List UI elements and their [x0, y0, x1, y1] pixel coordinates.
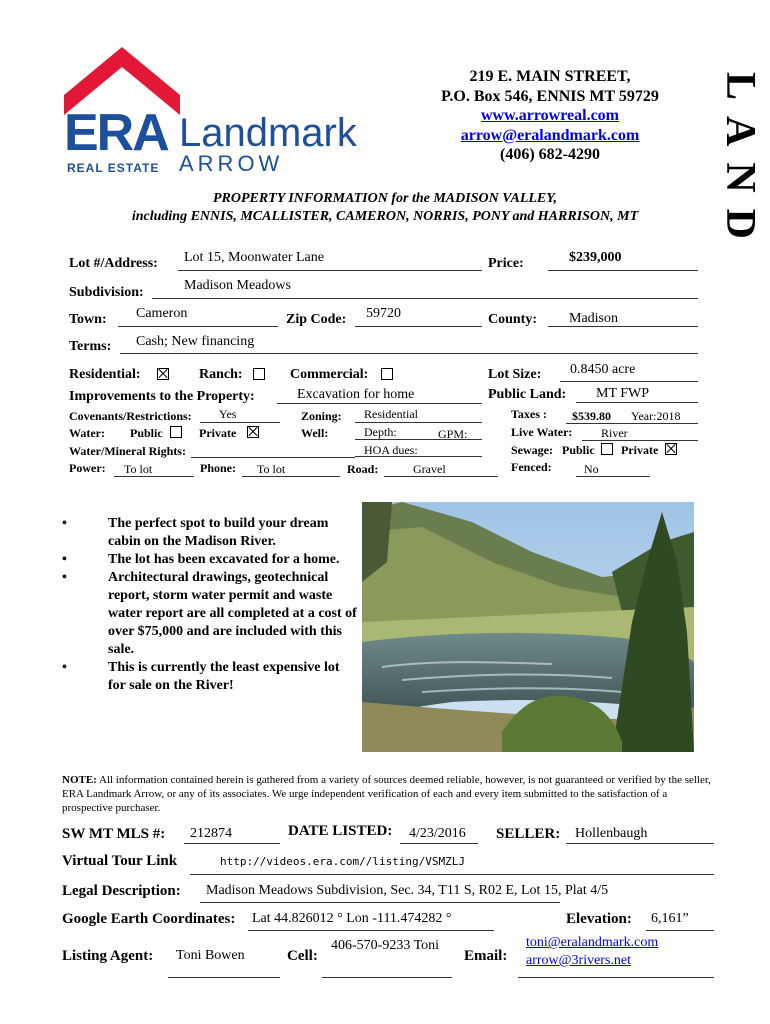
- property-info-heading: [40, 190, 730, 226]
- date-listed-label: DATE LISTED:: [288, 823, 393, 839]
- improvements-label: Improvements to the Property:: [69, 389, 255, 404]
- road-value: Gravel: [413, 462, 446, 476]
- email-label: Email:: [464, 948, 508, 964]
- feature-bullet: • The lot has been excavated for a home.: [62, 551, 357, 569]
- office-email-link[interactable]: arrow@eralandmark.com: [460, 126, 640, 144]
- note-label: NOTE:: [62, 774, 97, 786]
- madison-river-photo: [362, 502, 694, 752]
- fenced-value: No: [584, 462, 599, 476]
- zoning-label: Zoning:: [301, 409, 342, 423]
- mls-value: 212874: [190, 826, 232, 841]
- well-label: Well:: [301, 426, 329, 440]
- town-label: Town:: [69, 312, 107, 327]
- water-private-checkbox[interactable]: [247, 426, 259, 438]
- subdivision-value: Madison Meadows: [184, 278, 291, 293]
- terms-label: Terms:: [69, 339, 112, 354]
- water-public-checkbox[interactable]: [170, 426, 182, 438]
- zoning-value: Residential: [364, 407, 418, 421]
- publicland-label: Public Land:: [488, 387, 567, 402]
- office-pobox: P.O. Box 546, ENNIS MT 59729: [441, 87, 659, 105]
- fenced-label: Fenced:: [511, 460, 552, 474]
- sewage-private-label: Private: [621, 443, 659, 457]
- office-info: [420, 67, 680, 165]
- water-private-label: Private: [199, 426, 237, 440]
- coordinates-label: Google Earth Coordinates:: [62, 911, 236, 927]
- listing-agent-label: Listing Agent:: [62, 948, 154, 964]
- taxes-label: Taxes :: [511, 407, 547, 421]
- taxes-value: $539.80: [572, 409, 611, 423]
- subdivision-label: Subdivision:: [69, 285, 144, 300]
- livewater-label: Live Water:: [511, 425, 573, 439]
- power-value: To lot: [124, 462, 153, 476]
- gpm-label: GPM:: [438, 427, 468, 441]
- cell-value: 406-570-9233 Toni: [331, 938, 440, 953]
- feature-bullets: [62, 515, 357, 695]
- virtual-tour-link[interactable]: http://videos.era.com//listing/VSMZLJ: [220, 855, 466, 868]
- tax-year-value: Year:2018: [631, 409, 681, 423]
- water-public-label: Public: [130, 426, 163, 440]
- office-phone: (406) 682-4290: [500, 146, 600, 163]
- side-label-land: LAND: [717, 72, 763, 256]
- mls-label: SW MT MLS #:: [62, 826, 166, 842]
- water-label: Water:: [69, 426, 105, 440]
- lot-value: Lot 15, Moonwater Lane: [184, 250, 324, 265]
- price-label: Price:: [488, 256, 524, 271]
- ranch-label: Ranch:: [199, 367, 243, 382]
- improvements-value: Excavation for home: [297, 387, 415, 402]
- virtual-tour-label: Virtual Tour Link: [62, 853, 178, 869]
- residential-checkbox[interactable]: [157, 368, 169, 380]
- mineral-label: Water/Mineral Rights:: [69, 444, 186, 458]
- arrow-wordmark: ARROW: [179, 151, 284, 176]
- heading-line-1: PROPERTY INFORMATION for the MADISON VALLEY,: [212, 191, 558, 206]
- legal-description-value: Madison Meadows Subdivision, Sec. 34, T11 S, R02 E, Lot 15, Plat 4/5: [206, 883, 609, 898]
- elevation-label: Elevation:: [566, 911, 632, 927]
- publicland-value: MT FWP: [596, 386, 650, 401]
- road-label: Road:: [347, 462, 379, 476]
- lotsize-value: 0.8450 acre: [570, 362, 636, 377]
- office-website-link[interactable]: www.arrowreal.com: [480, 107, 620, 124]
- coordinates-value: Lat 44.826012 ° Lon -111.474282 °: [252, 911, 452, 926]
- disclaimer-note: [62, 773, 712, 815]
- county-label: County:: [488, 312, 538, 327]
- zip-value: 59720: [366, 306, 401, 321]
- elevation-value: 6,161”: [651, 911, 689, 926]
- lot-label: Lot #/Address:: [69, 256, 158, 271]
- feature-bullet: • Architectural drawings, geotechnical report, storm water permit and waste water report are all completed at a cost of over $75,000 and are included with this sale.: [62, 569, 357, 659]
- listing-agent-value: Toni Bowen: [176, 948, 245, 963]
- feature-bullet: • The perfect spot to build your dream cabin on the Madison River.: [62, 515, 357, 551]
- livewater-value: River: [601, 426, 628, 440]
- era-logo: [62, 45, 392, 180]
- power-label: Power:: [69, 461, 106, 475]
- legal-description-label: Legal Description:: [62, 883, 181, 899]
- sewage-private-checkbox[interactable]: [665, 443, 677, 455]
- feature-bullet: • This is currently the least expensive lot for sale on the River!: [62, 659, 357, 695]
- seller-label: SELLER:: [496, 826, 561, 842]
- zip-label: Zip Code:: [286, 312, 347, 327]
- cell-label: Cell:: [287, 948, 318, 964]
- commercial-checkbox[interactable]: [381, 368, 393, 380]
- heading-line-2: including ENNIS, MCALLISTER, CAMERON, NORRIS, PONY and HARRISON, MT: [131, 209, 639, 224]
- agent-email-link-2[interactable]: arrow@3rivers.net: [526, 953, 632, 968]
- sewage-public-checkbox[interactable]: [601, 443, 613, 455]
- sewage-label: Sewage:: [511, 443, 553, 457]
- sewage-public-label: Public: [562, 443, 595, 457]
- county-value: Madison: [569, 311, 618, 326]
- covenants-value: Yes: [219, 407, 237, 421]
- office-street: 219 E. MAIN STREET,: [469, 68, 631, 85]
- depth-label: Depth:: [364, 425, 397, 439]
- terms-value: Cash; New financing: [136, 334, 255, 349]
- town-value: Cameron: [136, 306, 188, 321]
- phone-value: To lot: [257, 462, 286, 476]
- agent-email-link-1[interactable]: toni@eralandmark.com: [526, 935, 659, 950]
- note-text: All information contained herein is gathered from a variety of sources deemed reliable, however, is not guaranteed or verified by the seller, ERA Landmark Arrow, or any of its associates. We urge independent verification of each and every item submitted to the satisfaction of a prospective purchaser.: [62, 774, 711, 814]
- covenants-label: Covenants/Restrictions:: [69, 409, 192, 423]
- ranch-checkbox[interactable]: [253, 368, 265, 380]
- lotsize-label: Lot Size:: [488, 367, 542, 382]
- residential-label: Residential:: [69, 367, 141, 382]
- seller-value: Hollenbaugh: [575, 826, 648, 841]
- real-estate-tag: REAL ESTATE: [67, 161, 160, 175]
- phone-label: Phone:: [200, 461, 236, 475]
- date-listed-value: 4/23/2016: [409, 826, 466, 841]
- commercial-label: Commercial:: [290, 367, 369, 382]
- price-value: $239,000: [569, 250, 622, 265]
- landmark-wordmark: Landmark: [179, 111, 357, 155]
- era-wordmark: ERA: [64, 104, 168, 162]
- hoa-label: HOA dues:: [364, 443, 418, 457]
